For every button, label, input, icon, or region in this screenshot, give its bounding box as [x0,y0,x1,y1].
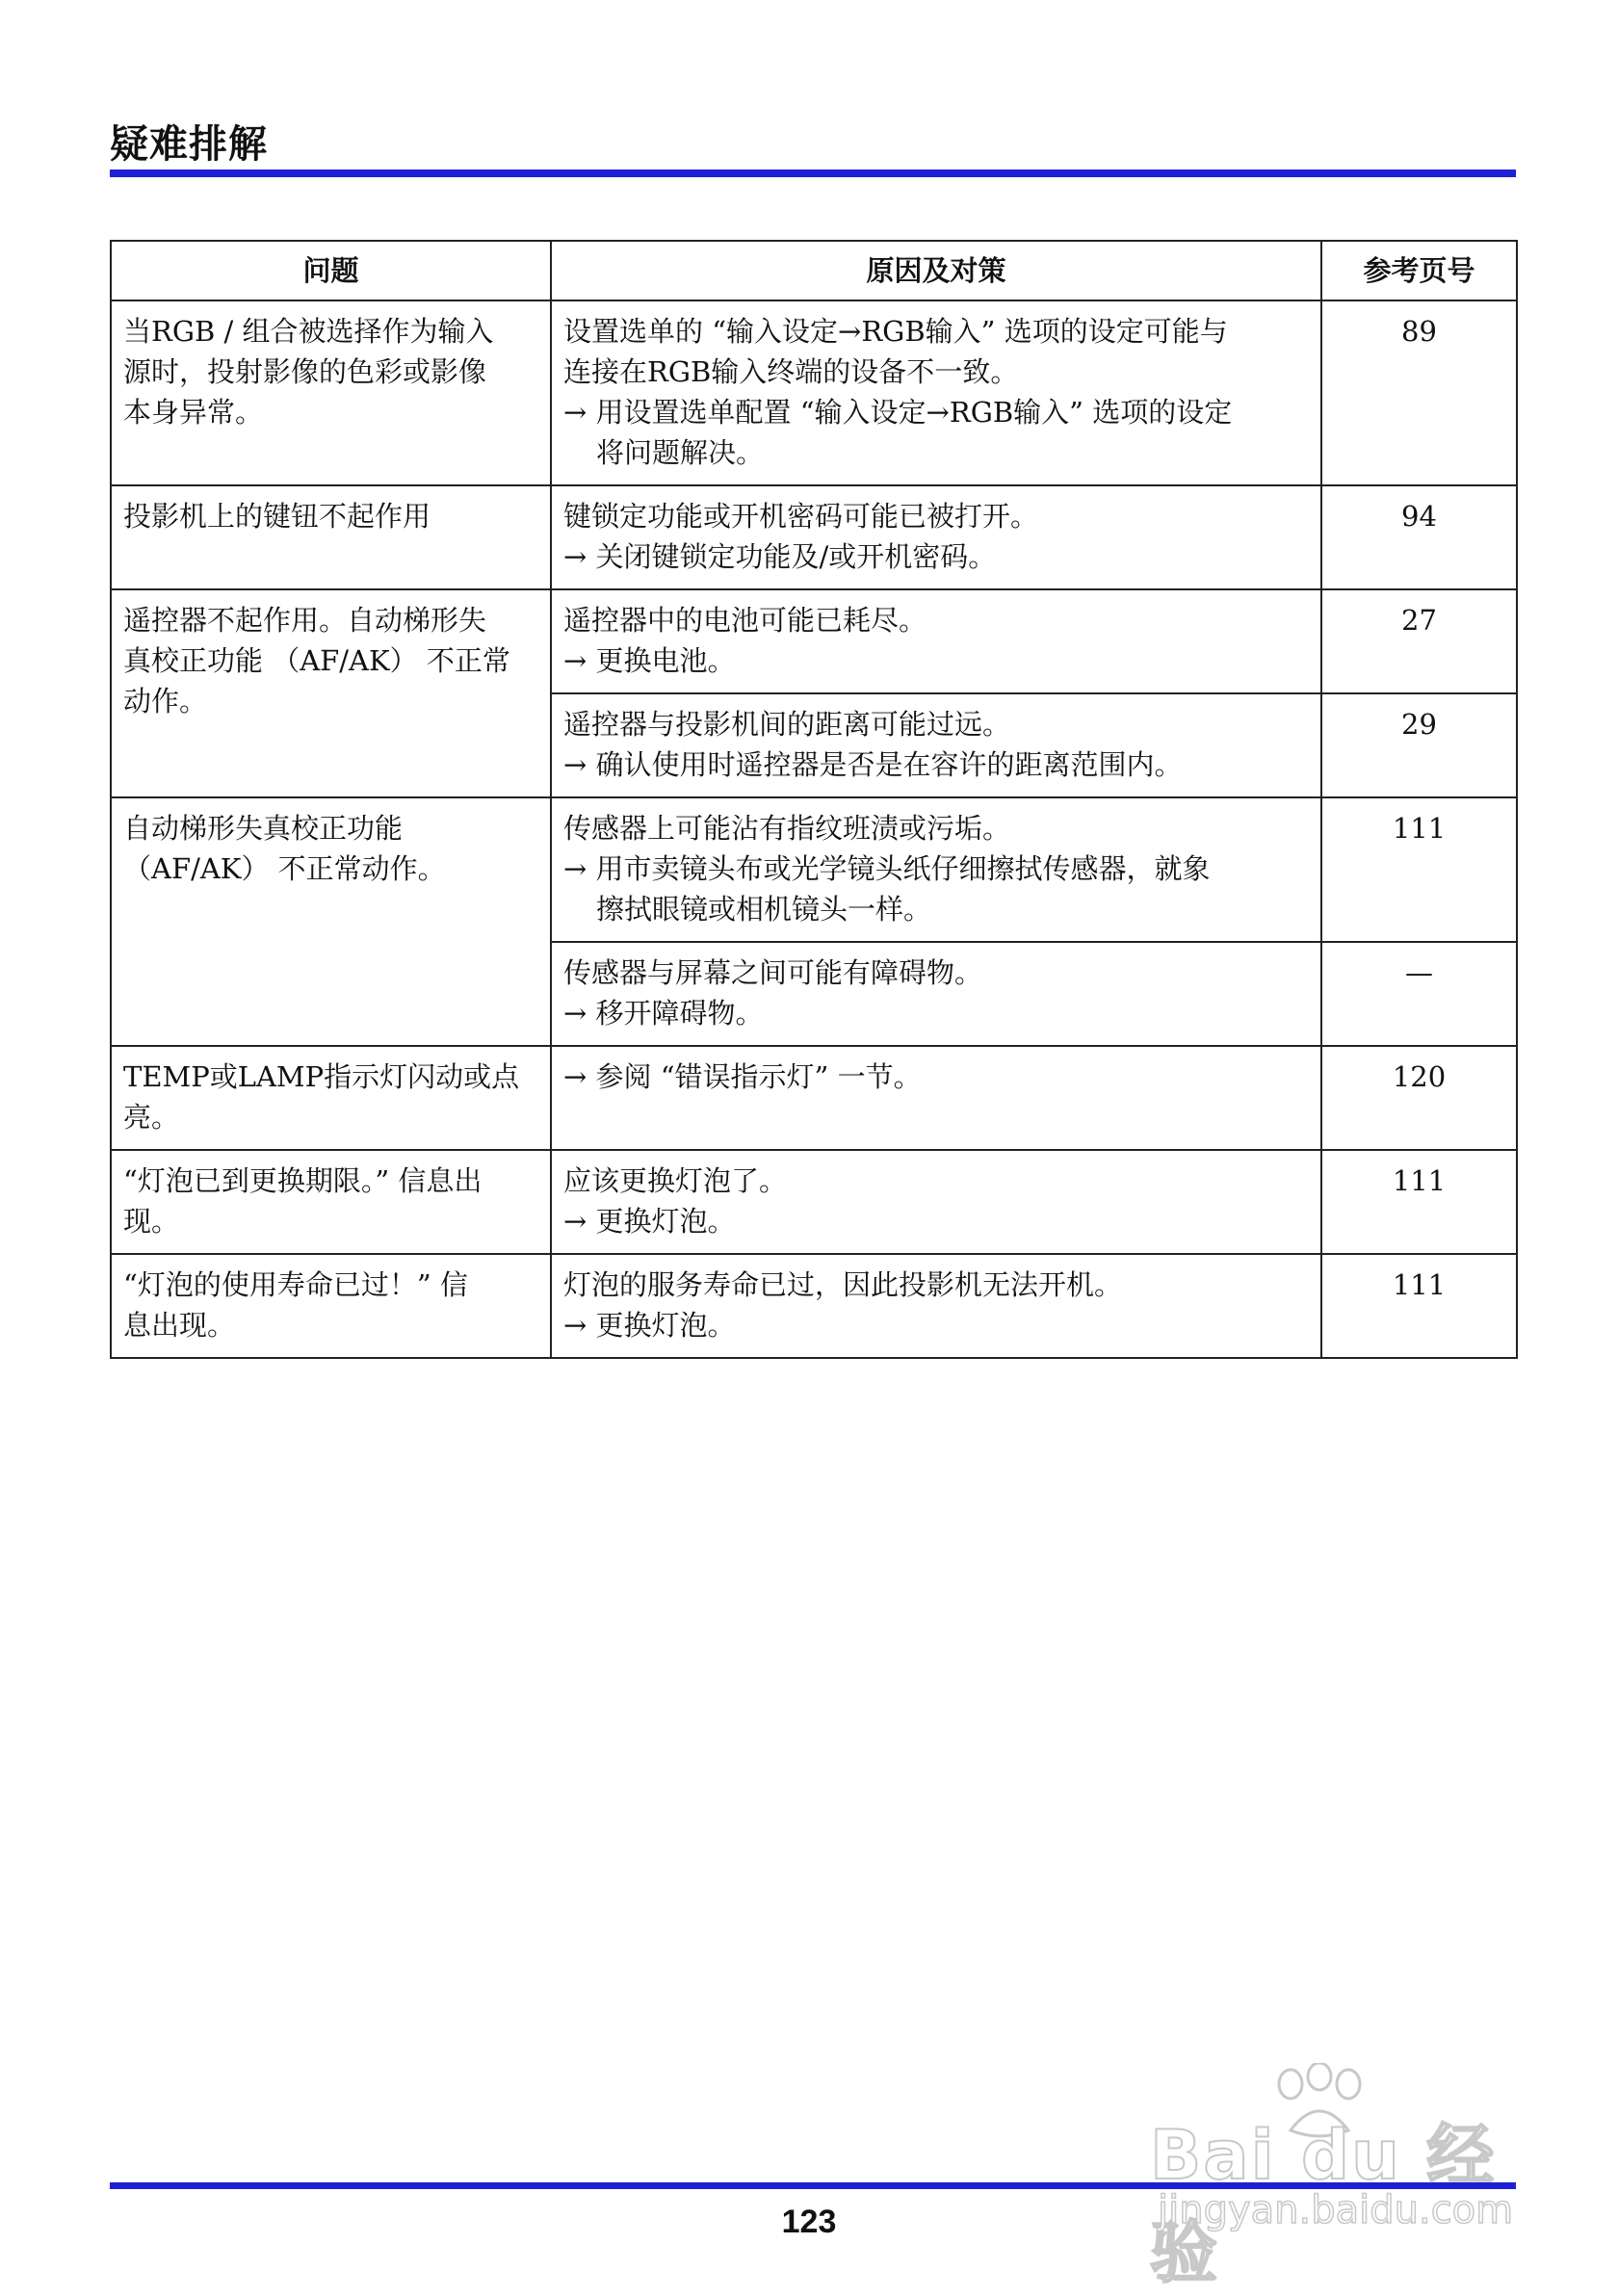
problem-line: （AF/AK） 不正常动作。 [123,852,446,885]
cell-problem [111,1046,551,1150]
cell-page-ref: 120 [1321,1046,1517,1150]
cell-cause [551,300,1321,485]
watermark-url: jingyan.baidu.com [1158,2188,1514,2232]
table-row [111,300,1517,485]
cause-line: 设置选单的 “输入设定→RGB输入” 选项的设定可能与 [563,315,1228,348]
table-row [111,485,1517,589]
page-number: 123 [781,2204,837,2240]
cell-cause [551,797,1321,942]
cell-page-ref: 29 [1321,693,1517,797]
cause-line: 传感器与屏幕之间可能有障碍物。 [563,956,983,989]
cell-problem [111,797,551,1046]
action-line: → 更换电池。 [563,644,736,677]
cell-page-ref: 111 [1321,1150,1517,1254]
cell-cause [551,693,1321,797]
problem-line: 本身异常。 [123,396,264,429]
cause-line: 键锁定功能或开机密码可能已被打开。 [563,500,1039,533]
cell-problem [111,485,551,589]
cause-line: 遥控器与投影机间的距离可能过远。 [563,708,1011,741]
problem-line: “灯泡已到更换期限。” 信息出 [123,1164,483,1197]
cell-page-ref: 27 [1321,589,1517,693]
action-line: → 移开障碍物。 [563,997,764,1030]
cell-problem [111,589,551,797]
cell-problem [111,1150,551,1254]
cell-cause [551,1150,1321,1254]
cell-problem [111,1254,551,1358]
table-row [111,1254,1517,1358]
cause-line: 传感器上可能沾有指纹班渍或污垢。 [563,812,1011,845]
action-line: → 更换灯泡。 [563,1205,736,1238]
action-line: 将问题解决。 [596,436,765,469]
problem-line: 动作。 [123,685,208,718]
table-body [111,300,1517,1358]
cause-line: 连接在RGB输入终端的设备不一致。 [563,355,1019,388]
problem-line: 自动梯形失真校正功能 [123,812,404,845]
header-rule [110,170,1516,177]
cause-line: 遥控器中的电池可能已耗尽。 [563,604,927,637]
table-header-row [111,241,1517,300]
cell-page-ref: 111 [1321,1254,1517,1358]
column-header-page: 参考页号 [1321,241,1517,300]
cell-page-ref: 89 [1321,300,1517,485]
table-row [111,589,1517,693]
table-row [111,1046,1517,1150]
problem-line: 亮。 [123,1101,180,1134]
cell-page-ref: 111 [1321,797,1517,942]
problem-line: TEMP或LAMP指示灯闪动或点 [123,1060,520,1093]
watermark-brand: Bai du 经验 [1150,2116,1497,2292]
table-row [111,797,1517,942]
problem-line: 息出现。 [123,1309,236,1342]
page-title: 疑难排解 [110,122,268,167]
table-row [111,1150,1517,1254]
problem-line: 源时，投射影像的色彩或影像 [123,355,487,388]
cell-cause [551,942,1321,1046]
cell-page-ref: 94 [1321,485,1517,589]
cause-line: 灯泡的服务寿命已过，因此投影机无法开机。 [563,1268,1123,1301]
problem-line: 投影机上的键钮不起作用 [123,500,431,533]
action-line: → 更换灯泡。 [563,1309,736,1342]
cell-page-ref: — [1321,942,1517,1046]
action-line: → 用设置选单配置 “输入设定→RGB输入” 选项的设定 [563,396,1233,429]
column-header-cause: 原因及对策 [551,241,1321,300]
problem-line: 遥控器不起作用。自动梯形失 [123,604,487,637]
troubleshooting-table [110,240,1518,1359]
cause-line: 应该更换灯泡了。 [563,1164,788,1197]
action-line: → 确认使用时遥控器是否是在容许的距离范围内。 [563,748,1183,781]
problem-line: 当RGB / 组合被选择作为输入 [123,315,494,348]
cell-cause [551,1254,1321,1358]
action-line: → 用市卖镜头布或光学镜头纸仔细擦拭传感器，就象 [563,852,1211,885]
problem-line: 真校正功能 （AF/AK） 不正常 [123,644,510,677]
cell-cause [551,1046,1321,1150]
column-header-problem: 问题 [111,241,551,300]
action-line: → 参阅 “错误指示灯” 一节。 [563,1060,922,1093]
problem-line: 现。 [123,1205,180,1238]
action-line: → 关闭键锁定功能及/或开机密码。 [563,540,997,573]
cell-cause [551,485,1321,589]
cell-problem [111,300,551,485]
problem-line: “灯泡的使用寿命已过！” 信 [123,1268,468,1301]
cell-cause [551,589,1321,693]
watermark [1136,2063,1541,2292]
action-line: 擦拭眼镜或相机镜头一样。 [596,893,932,926]
